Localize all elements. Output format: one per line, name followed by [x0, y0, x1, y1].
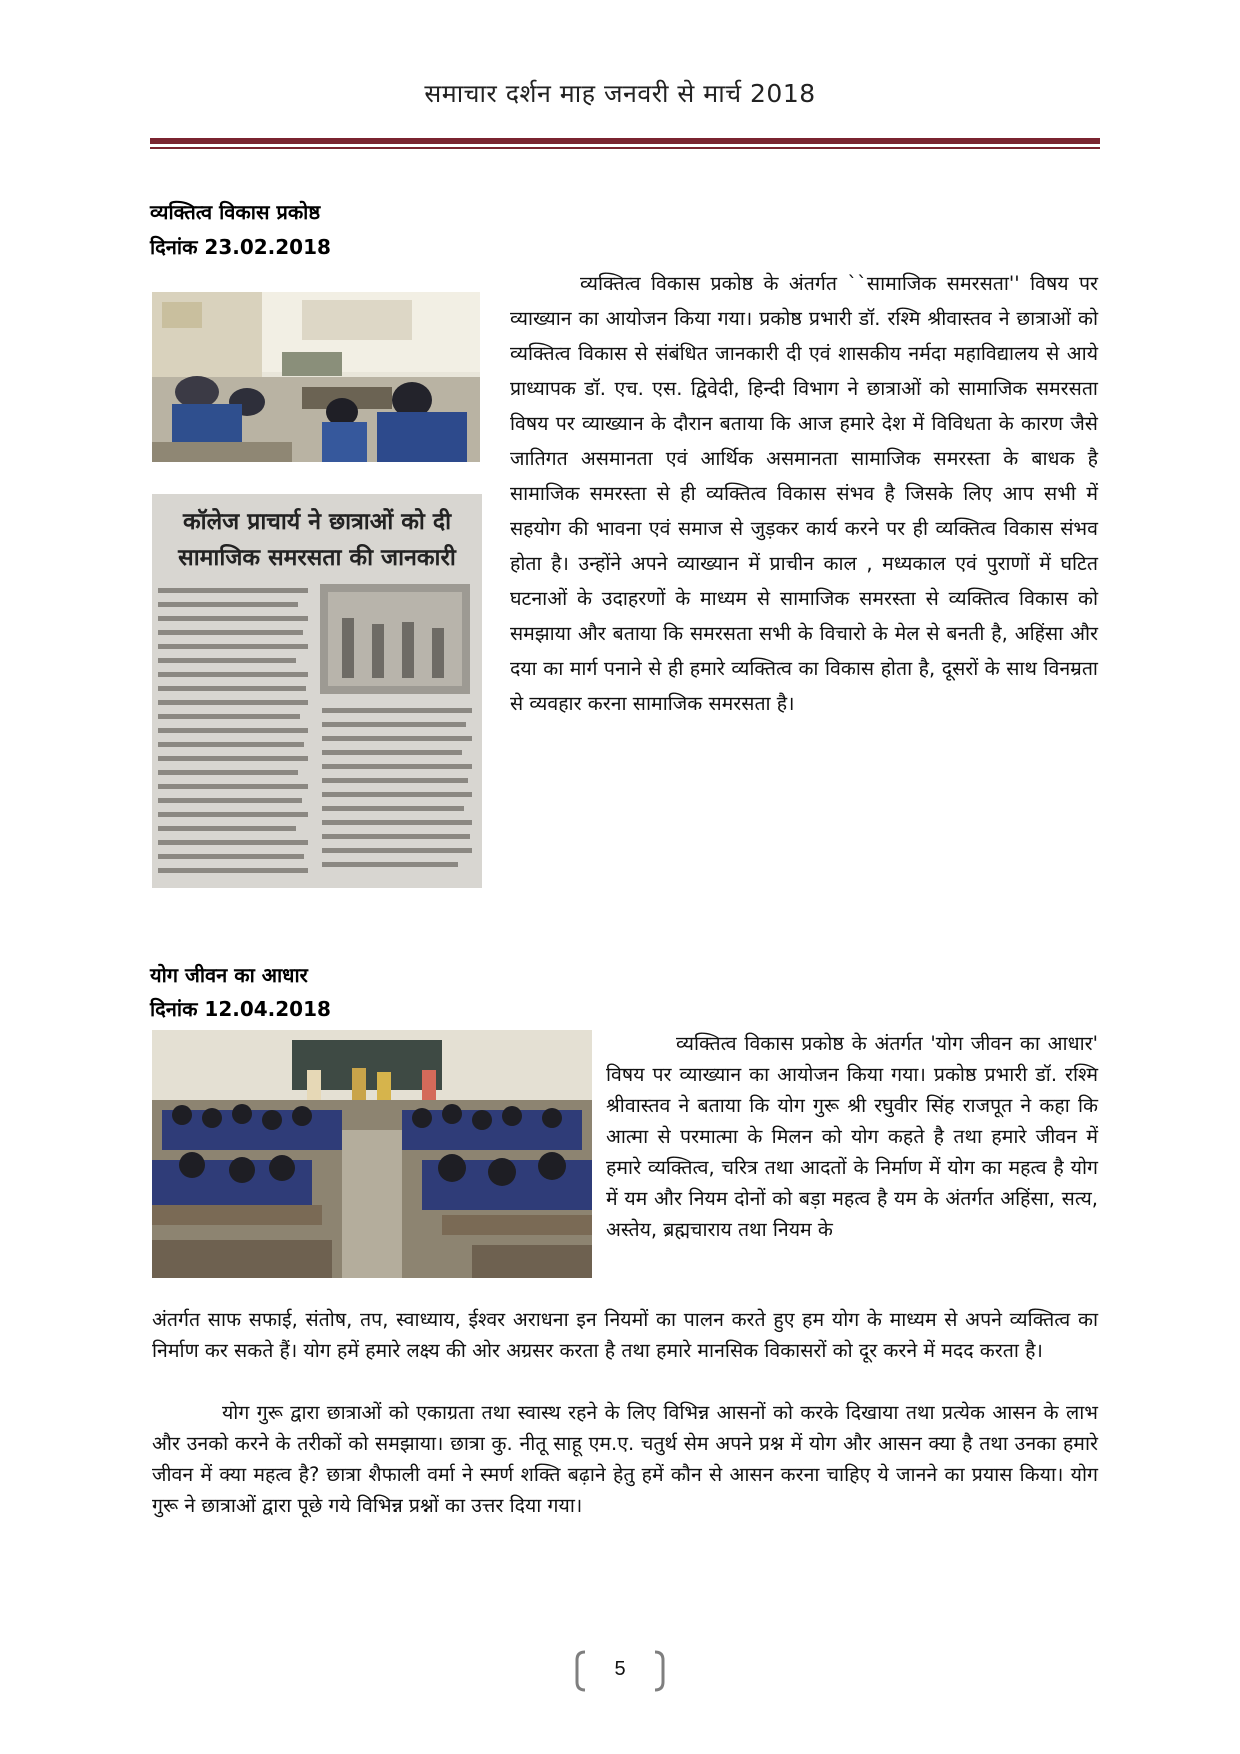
- header-rule-thin: [150, 147, 1100, 149]
- clipping-headline-1: कॉलेज प्राचार्य ने छात्राओं को दी: [182, 509, 452, 535]
- section1-date: दिनांक 23.02.2018: [150, 235, 331, 259]
- section1-title: व्यक्तित्व विकास प्रकोष्ठ: [150, 200, 321, 224]
- section2-title: योग जीवन का आधार: [150, 963, 308, 987]
- yoga-lecture-classroom-photo: [152, 1030, 592, 1278]
- clipping-headline-2: सामाजिक समरसता की जानकारी: [178, 545, 456, 571]
- page-number-box: [575, 1650, 665, 1692]
- section1-body-text: व्यक्तित्व विकास प्रकोष्ठ के अंतर्गत ``सामाजिक समरसता'' विषय पर व्याख्यान का आयोजन किया गया। प्रकोष्ठ प्रभारी डॉ. रश्मि श्रीवास्तव ने छात्राओं को व्यक्तित्व विकास से संबंधित जानकारी दी एवं शासकीय नर्मदा महाविद्यालय से आये प्राध्यापक डॉ. एच. एस. द्विवेदी, हिन्दी विभाग ने छात्राओं को सामाजिक समरसता विषय पर व्याख्यान के दौरान बताया कि आज हमारे देश में विविधता के कारण जैसे जातिगत असमानता एवं आर्थिक असमानता सामाजिक समरस्ता के बाधक है सामाजिक समरस्ता से ही व्यक्तित्व विकास संभव है जिसके लिए आप सभी में सहयोग की भावना एवं समाज से जुड़कर कार्य करने पर ही व्यक्तित्व विकास संभव होता है। उन्होंने अपने व्याख्यान में प्राचीन काल , मध्यकाल एवं पुराणों में घटित घटनाओं के उदाहरणों के माध्यम से सामाजिक समरस्ता से व्यक्तित्व विकास को समझाया और बताया कि समरसता सभी के विचारो के मेल से बनती है, अहिंसा और दया का मार्ग पनाने से ही हमारे व्यक्तित्व का विकास होता है, दूसरों के साथ विनम्रता से व्यवहार करना सामाजिक समरसता है।: [510, 272, 1098, 715]
- page-number: 5: [614, 1658, 626, 1680]
- section2-full-text-1: अंतर्गत साफ सफाई, संतोष, तप, स्वाध्याय, ईश्वर अराधना इन नियमों का पालन करते हुए हम योग के माध्यम से अपने व्यक्तित्व का निर्माण कर सकते हैं। योग हमें हमारे लक्ष्य की ओर अग्रसर करता है तथा हमारे मानसिक विकासरों को दूर करने में मदद करता है।: [152, 1308, 1098, 1362]
- section2-full-text-2: योग गुरू द्वारा छात्राओं को एकाग्रता तथा स्वास्थ रहने के लिए विभिन्न आसनों को करके दिखाया तथा प्रत्येक आसन के लाभ और उनको करने के तरीकों को समझाया। छात्रा कु. नीतू साहू एम.ए. चतुर्थ सेम अपने प्रश्न में योग और आसन क्या है तथा उनका हमारे जीवन में क्या महत्व है? छात्रा शैफाली वर्मा ने स्मर्ण शक्ति बढ़ाने हेतु हमें कौन से आसन करना चाहिए ये जानने का प्रयास किया। योग गुरू ने छात्राओं द्वारा पूछे गये विभिन्न प्रश्नों का उत्तर दिया गया।: [152, 1401, 1098, 1517]
- header-rule-thick: [150, 138, 1100, 144]
- page-header-title: समाचार दर्शन माह जनवरी से मार्च 2018: [424, 79, 816, 108]
- newspaper-clipping: [152, 494, 482, 888]
- section2-wrapped-text: व्यक्तित्व विकास प्रकोष्ठ के अंतर्गत 'योग जीवन का आधार' विषय पर व्याख्यान का आयोजन किया गया। प्रकोष्ठ प्रभारी डॉ. रश्मि श्रीवास्तव ने बताया कि योग गुरू श्री रघुवीर सिंह राजपूत ने कहा कि आत्मा से परमात्मा के मिलन को योग कहते है तथा हमारे जीवन में हमारे व्यक्तित्व, चरित्र तथा आदतों के निर्माण में योग का महत्व है योग में यम और नियम दोनों को बड़ा महत्व है यम के अंतर्गत अहिंसा, सत्य, अस्तेय, ब्रह्मचाराय तथा नियम के: [606, 1032, 1098, 1241]
- lecture-classroom-photo: [152, 292, 480, 462]
- section2-date: दिनांक 12.04.2018: [150, 997, 331, 1021]
